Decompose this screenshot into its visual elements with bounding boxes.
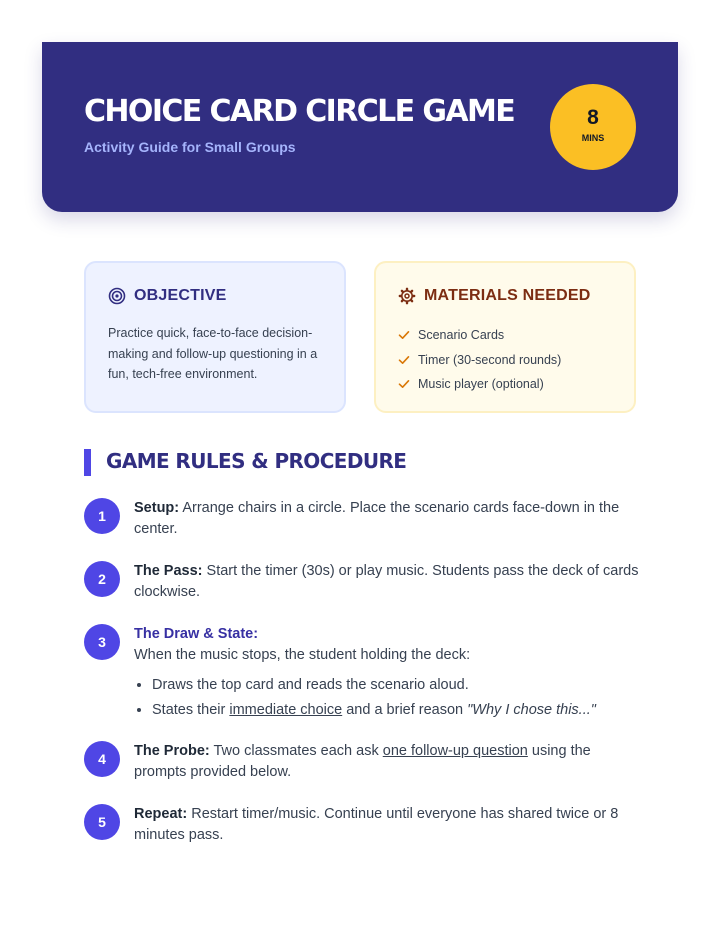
- step-body: When the music stops, the student holding the deck:: [134, 647, 471, 663]
- step-text: [134, 498, 644, 540]
- material-label: Timer (30-second rounds): [418, 352, 562, 367]
- quote-text: "Why I chose this...": [467, 701, 596, 718]
- step-label: Repeat:: [134, 806, 188, 822]
- step-label: The Probe:: [134, 743, 210, 759]
- materials-card: [374, 261, 636, 413]
- materials-list: [398, 323, 561, 397]
- check-icon: [398, 378, 410, 390]
- step-number: 5: [84, 804, 120, 840]
- objective-card: [84, 261, 346, 413]
- step-body: Arrange chairs in a circle. Place the scenario cards face-down in the center.: [134, 500, 620, 537]
- step-label: The Draw & State:: [134, 626, 259, 642]
- emphasis-text: immediate choice: [229, 701, 343, 718]
- list-item: [398, 348, 561, 373]
- check-icon: [398, 329, 410, 341]
- header-banner: [42, 42, 678, 212]
- objective-text: Practice quick, face-to-face decision-making and follow-up questioning in a fun, tech-free environment.: [108, 326, 318, 381]
- target-icon: [108, 287, 126, 305]
- step-bullet-list: [134, 673, 644, 722]
- duration-number: 8: [587, 106, 599, 129]
- step-body: using the prompts provided below.: [134, 743, 591, 780]
- step-label: The Pass:: [134, 563, 203, 579]
- emphasis-text: one follow-up question: [382, 743, 528, 759]
- list-item: • Draws the top card and reads the scenario aloud.: [152, 673, 644, 698]
- bullet-text: and a brief reason: [342, 701, 468, 718]
- page-subtitle: Activity Guide for Small Groups: [84, 139, 296, 155]
- section-title: GAME RULES & PROCEDURE: [106, 449, 407, 473]
- step-text: [134, 741, 644, 783]
- step-number: 1: [84, 498, 120, 534]
- list-item: [398, 323, 561, 348]
- step-number: 3: [84, 624, 120, 660]
- step-body: Two classmates each ask: [209, 743, 383, 759]
- check-icon: [398, 354, 410, 366]
- step-text: [134, 624, 644, 722]
- step-body: Restart timer/music. Continue until everyone has shared twice or 8 minutes pass.: [134, 806, 619, 843]
- materials-header: [398, 287, 590, 305]
- material-label: Scenario Cards: [418, 328, 505, 343]
- list-item: [152, 698, 644, 723]
- gear-icon: [398, 287, 416, 305]
- duration-badge: [550, 84, 636, 170]
- objective-title: OBJECTIVE: [134, 287, 227, 304]
- step-number: 2: [84, 561, 120, 597]
- material-label: Music player (optional): [418, 377, 544, 392]
- materials-title: MATERIALS NEEDED: [424, 287, 591, 304]
- step-number: 4: [84, 741, 120, 777]
- objective-header: [108, 287, 227, 305]
- list-item: [398, 372, 561, 397]
- step-label: Setup:: [134, 500, 180, 516]
- bullet-text: States their: [152, 701, 230, 718]
- step-text: [134, 561, 644, 603]
- duration-unit: MINS: [581, 133, 605, 143]
- step-body: Start the timer (30s) or play music. Students pass the deck of cards clockwise.: [134, 563, 639, 600]
- step-text: [134, 804, 644, 846]
- page-title: CHOICE CARD CIRCLE GAME: [84, 94, 515, 129]
- section-accent-bar: [84, 449, 91, 476]
